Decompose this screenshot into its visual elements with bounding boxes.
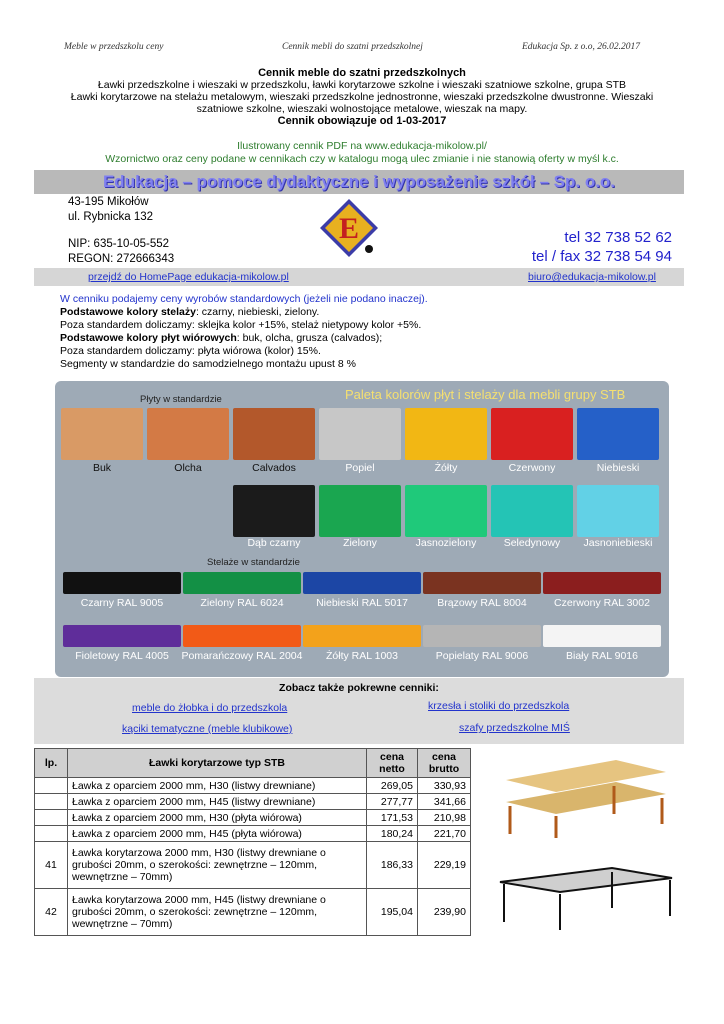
pdf-link[interactable]: Ilustrowany cennik PDF na www.edukacja-mikolow.pl/ [237,140,487,152]
table-row [35,826,471,842]
name-cell: Ławka korytarzowa 2000 mm, H30 (listwy drewniane o grubości 20mm, o szerokości: zewnętrzne – 120mm, wewnętrzne – 70mm) [68,842,367,889]
company-logo [318,197,380,259]
link-szafy[interactable]: szafy przedszkolne MIŚ [459,722,570,734]
board-2-swatch [233,408,315,460]
link-bar [34,268,684,286]
board-4-caption: Żółty [434,462,458,474]
netto-cell: 269,05 [367,778,418,794]
board-6-swatch [577,408,659,460]
board-6-caption: Niebieski [596,462,640,474]
brutto-cell: 341,66 [418,794,471,810]
info-line: W cenniku podajemy ceny wyrobów standardowych (jeżeli nie podano inaczej). [60,293,428,305]
board-2-caption: Calvados [252,462,296,474]
nip: NIP: 635-10-05-552 [68,238,170,250]
frame2-3-caption: Popielaty RAL 9006 [435,650,529,662]
header-name: Ławki korytarzowe typ STB [68,749,367,778]
see-also-title: Zobacz także pokrewne cenniki: [279,682,439,694]
address-postal: 43-195 Mikołów [68,196,149,208]
info-line: Poza standardem doliczamy: płyta wiórowa (kolor) 15%. [60,345,321,357]
pdf-notice [30,140,694,165]
header-left: Meble w przedszkolu ceny [64,42,164,52]
color-palette [55,381,669,677]
frame2-2-swatch [303,625,421,647]
lp-cell [35,794,68,810]
see-also [34,678,684,744]
address-street: ul. Rybnicka 132 [68,211,154,223]
bench-with-backrest-image [496,758,676,840]
netto-cell: 277,77 [367,794,418,810]
svg-text:E: E [338,212,360,245]
board2-2-caption: Jasnozielony [415,537,477,549]
lp-cell: 42 [35,889,68,936]
board-1-caption: Olcha [174,462,202,474]
price-table [34,748,471,936]
intro-line: Ławki przedszkolne i wieszaki w przedszkolu, ławki korytarzowe szkolne i wieszaki szatniowe szkolne, grupa STB [97,79,627,91]
valid-date: Cennik obowiązuje od 1-03-2017 [277,115,447,127]
plyty-label: Płyty w standardzie [140,394,222,405]
header-lp: lp. [35,749,68,778]
email-link[interactable]: biuro@edukacja-mikolow.pl [528,271,656,283]
frame-1-caption: Zielony RAL 6024 [200,597,284,609]
header-netto: cena netto [367,749,418,778]
info-block [60,293,428,371]
board-4-swatch [405,408,487,460]
company-banner: Edukacja – pomoce dydaktyczne i wyposażenie szkół – Sp. o.o. [34,170,684,194]
board-0-swatch [61,408,143,460]
link-kaciki[interactable]: kąciki tematyczne (meble klubikowe) [122,723,293,735]
board-5-swatch [491,408,573,460]
info-line: Segmenty w standardzie do samodzielnego montażu upust 8 % [60,358,356,370]
lp-cell [35,810,68,826]
frame-2-caption: Niebieski RAL 5017 [316,597,408,609]
homepage-link[interactable]: przejdź do HomePage edukacja-mikolow.pl [88,271,289,283]
header-right: Edukacja Sp. z o.o, 26.02.2017 [522,42,640,52]
netto-cell: 186,33 [367,842,418,889]
brutto-cell: 330,93 [418,778,471,794]
fax[interactable]: tel / fax 32 738 54 94 [531,248,672,265]
table-row [35,794,471,810]
page-title: Cennik meble do szatni przedszkolnych [258,67,466,79]
board2-3-caption: Seledynowy [503,537,561,549]
board-1-swatch [147,408,229,460]
link-zlobek[interactable]: meble do żłobka i do przedszkola [132,702,288,714]
frame2-1-swatch [183,625,301,647]
name-cell: Ławka korytarzowa 2000 mm, H45 (listwy drewniane o grubości 20mm, o szerokości: zewnętrzne – 120mm, wewnętrzne – 70mm) [68,889,367,936]
stelaze-label: Stelaże w standardzie [207,557,300,568]
brutto-cell: 239,90 [418,889,471,936]
frame-3-caption: Brązowy RAL 8004 [437,597,527,609]
board2-0-caption: Dąb czarny [247,537,301,549]
frame-4-swatch [543,572,661,594]
intro-block [40,67,684,127]
info-line: Podstawowe kolory stelaży: czarny, niebieski, zielony. [60,306,320,318]
table-header-row [35,749,471,778]
info-line: Poza standardem doliczamy: sklejka kolor +15%, stelaż nietypowy kolor +5%. [60,319,422,331]
frame-0-caption: Czarny RAL 9005 [80,597,164,609]
frame-3-swatch [423,572,541,594]
board2-2-swatch [405,485,487,537]
name-cell: Ławka z oparciem 2000 mm, H45 (listwy drewniane) [68,794,367,810]
frame-0-swatch [63,572,181,594]
lp-cell: 41 [35,842,68,889]
frame2-4-swatch [543,625,661,647]
board-3-swatch [319,408,401,460]
board2-0-swatch [233,485,315,537]
link-krzesla[interactable]: krzesła i stoliki do przedszkola [428,700,570,712]
board2-3-swatch [491,485,573,537]
table-row [35,810,471,826]
info-line: Podstawowe kolory płyt wiórowych: buk, olcha, grusza (calvados); [60,332,383,344]
netto-cell: 195,04 [367,889,418,936]
frame-1-swatch [183,572,301,594]
name-cell: Ławka z oparciem 2000 mm, H45 (płyta wiórowa) [68,826,367,842]
frame2-0-caption: Fioletowy RAL 4005 [75,650,169,662]
board2-1-caption: Zielony [343,537,377,549]
frame2-4-caption: Biały RAL 9016 [566,650,638,662]
brutto-cell: 221,70 [418,826,471,842]
lp-cell [35,778,68,794]
board2-4-swatch [577,485,659,537]
board-5-caption: Czerwony [508,462,556,474]
frame2-0-swatch [63,625,181,647]
header-center: Cennik mebli do szatni przedszkolnej [282,42,423,52]
corridor-bench-image [494,862,676,932]
notice-text: Wzornictwo oraz ceny podane w cennikach czy w katalogu mogą ulec zmianie i nie stanowią oferty w myśl k.c. [105,152,619,165]
board-3-caption: Popiel [345,462,375,474]
table-row [35,889,471,936]
palette-title: Paleta kolorów płyt i stelaży dla mebli grupy STB [345,387,626,402]
board-0-caption: Buk [92,462,112,474]
name-cell: Ławka z oparciem 2000 mm, H30 (listwy drewniane) [68,778,367,794]
table-row [35,778,471,794]
name-cell: Ławka z oparciem 2000 mm, H30 (płyta wiórowa) [68,810,367,826]
frame-4-caption: Czerwony RAL 3002 [554,597,650,609]
board2-1-swatch [319,485,401,537]
frame2-3-swatch [423,625,541,647]
table-row [35,842,471,889]
lp-cell [35,826,68,842]
regon: REGON: 272666343 [68,253,175,265]
netto-cell: 180,24 [367,826,418,842]
netto-cell: 171,53 [367,810,418,826]
board2-4-caption: Jasnoniebieski [583,537,653,549]
frame-2-swatch [303,572,421,594]
brutto-cell: 210,98 [418,810,471,826]
phone[interactable]: tel 32 738 52 62 [564,229,672,246]
header-brutto: cena brutto [418,749,471,778]
frame2-2-caption: Żółty RAL 1003 [326,650,398,662]
intro-line: Ławki korytarzowe na stelażu metalowym, wieszaki przedszkolne jednostronne, wieszaki przedszkolne dwustronne. Wieszaki [70,91,654,103]
intro-line: szatniowe szkolne, wieszaki wolnostojące metalowe, wieszak na mapy. [196,103,528,115]
frame2-1-caption: Pomarańczowy RAL 2004 [181,650,303,662]
brutto-cell: 229,19 [418,842,471,889]
